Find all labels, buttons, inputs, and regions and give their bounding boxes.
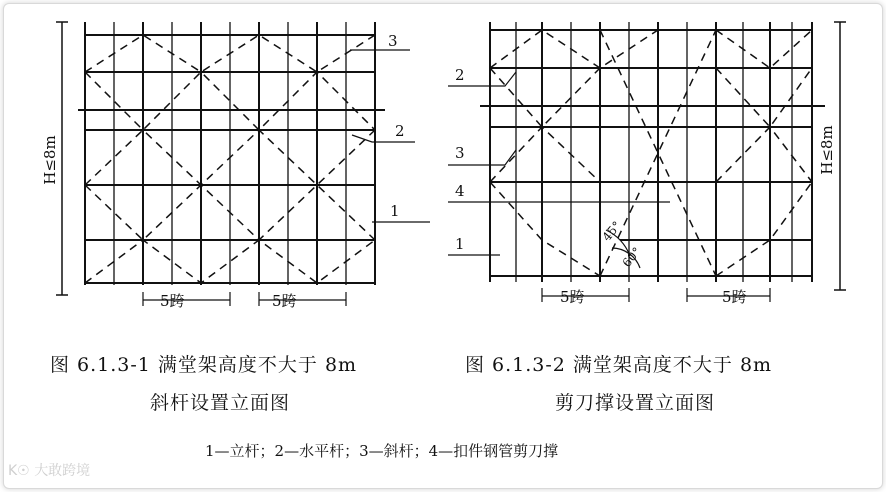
figure2-height-label: H≤8m <box>818 125 836 175</box>
figure1-elevation <box>56 22 430 306</box>
watermark-text: 大敢跨境 <box>34 463 91 479</box>
figure1-posts <box>85 22 375 285</box>
figure2-angle-label: 60° <box>619 244 644 270</box>
figure2-callout-leaders <box>448 72 670 255</box>
legend-text: 1—立杆；2—水平杆；3—斜杆；4—扣件钢管剪刀撑 <box>205 442 559 460</box>
figure1-callout-label: 1 <box>390 202 400 220</box>
figure2-elevation <box>448 22 846 302</box>
figure1-horizontal-bars <box>78 35 385 283</box>
figure1-height-label: H≤8m <box>41 135 59 185</box>
figure1-span-label: 5跨 <box>272 292 297 310</box>
figure2-callout-label: 1 <box>455 235 465 253</box>
figure2-posts <box>490 22 812 282</box>
figure1-callout-label: 2 <box>395 122 405 140</box>
watermark-logo-icon: K☉ <box>8 463 35 479</box>
figure2-caption-line2: 剪刀撑设置立面图 <box>555 392 716 414</box>
watermark <box>8 460 90 480</box>
figure1-caption-line1: 图 6.1.3-1 满堂架高度不大于 8m <box>50 354 358 376</box>
figure2-horizontal-bars <box>480 30 825 276</box>
figure2-callout-label: 4 <box>455 182 465 200</box>
figure2-callout-label: 2 <box>455 66 465 84</box>
figure1-caption-line2: 斜杆设置立面图 <box>150 392 291 414</box>
figure2-span-label: 5跨 <box>560 288 585 306</box>
figure1-callout-label: 3 <box>388 32 398 50</box>
figure2-span-label: 5跨 <box>722 288 747 306</box>
figure1-span-label: 5跨 <box>160 292 185 310</box>
figure2-angle-label: 45° <box>599 218 624 244</box>
figure2-caption-line1: 图 6.1.3-2 满堂架高度不大于 8m <box>465 354 773 376</box>
figure2-callout-label: 3 <box>455 144 465 162</box>
figure1-callout-leaders <box>350 50 430 222</box>
